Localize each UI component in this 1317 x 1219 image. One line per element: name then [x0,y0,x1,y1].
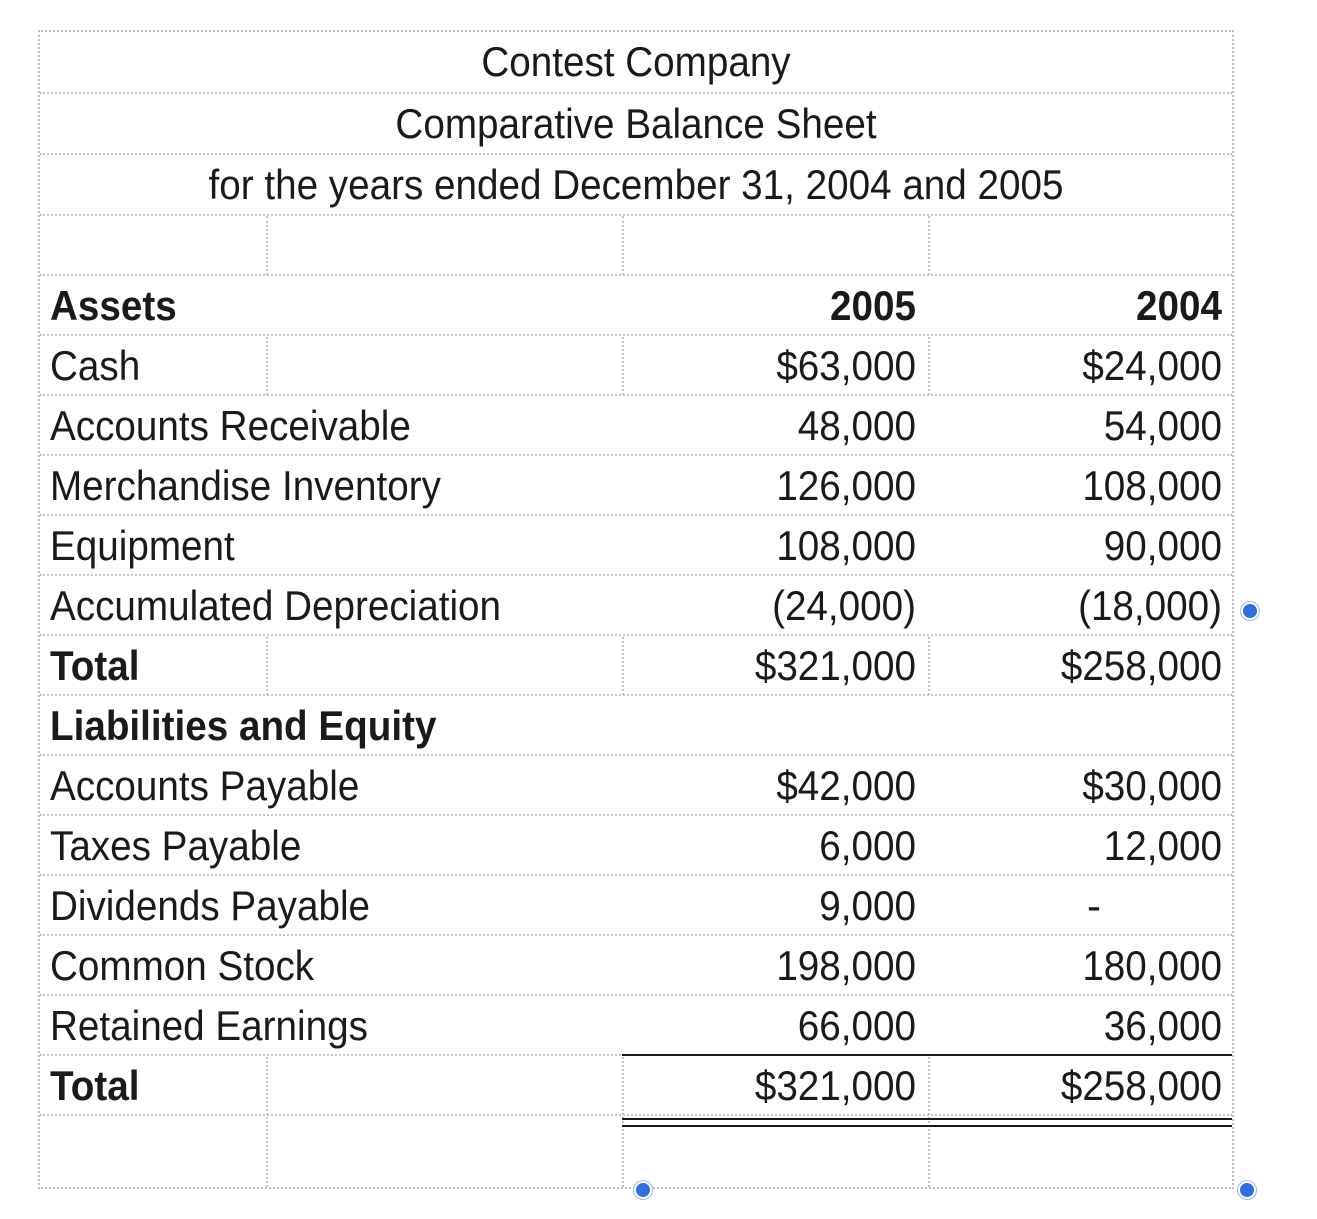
total-label: Total [50,642,140,689]
statement-title: Comparative Balance Sheet [395,100,877,147]
resize-handle-bottom-right[interactable] [1238,1181,1256,1199]
value-2005: 6,000 [819,822,916,869]
value-2004: 12,000 [1103,822,1222,869]
liabilities-heading: Liabilities and Equity [50,702,437,749]
total-label: Total [50,1062,140,1109]
assets-heading: Assets [50,282,177,329]
table-row [40,576,1232,636]
value-2005: 66,000 [797,1002,916,1049]
value-2004: $24,000 [1082,342,1222,389]
table-row [40,456,1232,516]
title-row-company [40,32,1232,94]
blank-row [40,216,1232,276]
row-label: Merchandise Inventory [50,462,441,509]
value-2004: 90,000 [1103,522,1222,569]
value-2004: - [1087,882,1101,929]
value-2004: 54,000 [1103,402,1222,449]
row-label: Retained Earnings [50,1002,368,1049]
blank-row [40,1127,1232,1190]
column-header-2004: 2004 [1136,282,1222,329]
total-2004: $258,000 [1060,1062,1222,1109]
double-underline-top [622,1118,1232,1120]
row-label: Taxes Payable [50,822,302,869]
resize-handle-bottom[interactable] [634,1181,652,1199]
value-2005: 198,000 [776,942,916,989]
total-2005: $321,000 [754,642,916,689]
value-2005: $42,000 [776,762,916,809]
title-row-period [40,155,1232,216]
balance-sheet-image[interactable] [38,30,1234,1189]
assets-total-row [40,636,1232,696]
value-2004: 108,000 [1082,462,1222,509]
total-2004: $258,000 [1060,642,1222,689]
table-row [40,516,1232,576]
table-row [40,936,1232,996]
value-2005: 108,000 [776,522,916,569]
table-row [40,756,1232,816]
company-name: Contest Company [481,38,791,85]
row-label: Accounts Payable [50,762,360,809]
value-2004: $30,000 [1082,762,1222,809]
liabilities-header-row [40,696,1232,756]
row-label: Dividends Payable [50,882,371,929]
value-2005: $63,000 [776,342,916,389]
title-row-statement [40,94,1232,155]
column-header-2005: 2005 [830,282,916,329]
resize-handle-right[interactable] [1241,602,1259,620]
statement-period: for the years ended December 31, 2004 and 2005 [208,161,1064,208]
liabilities-total-row [40,1056,1232,1116]
value-2004: (18,000) [1078,582,1222,629]
total-2005: $321,000 [754,1062,916,1109]
value-2005: 126,000 [776,462,916,509]
table-row [40,876,1232,936]
table-row [40,816,1232,876]
value-2005: 48,000 [797,402,916,449]
value-2005: (24,000) [772,582,916,629]
table-row [40,996,1232,1056]
assets-header-row [40,276,1232,336]
row-label: Common Stock [50,942,315,989]
value-2005: 9,000 [819,882,916,929]
row-label: Cash [50,342,141,389]
value-2004: 36,000 [1103,1002,1222,1049]
row-label: Equipment [50,522,235,569]
row-label: Accounts Receivable [50,402,411,449]
table-row [40,396,1232,456]
balance-table [40,216,1232,1187]
value-2004: 180,000 [1082,942,1222,989]
table-row [40,336,1232,396]
row-label: Accumulated Depreciation [50,582,502,629]
